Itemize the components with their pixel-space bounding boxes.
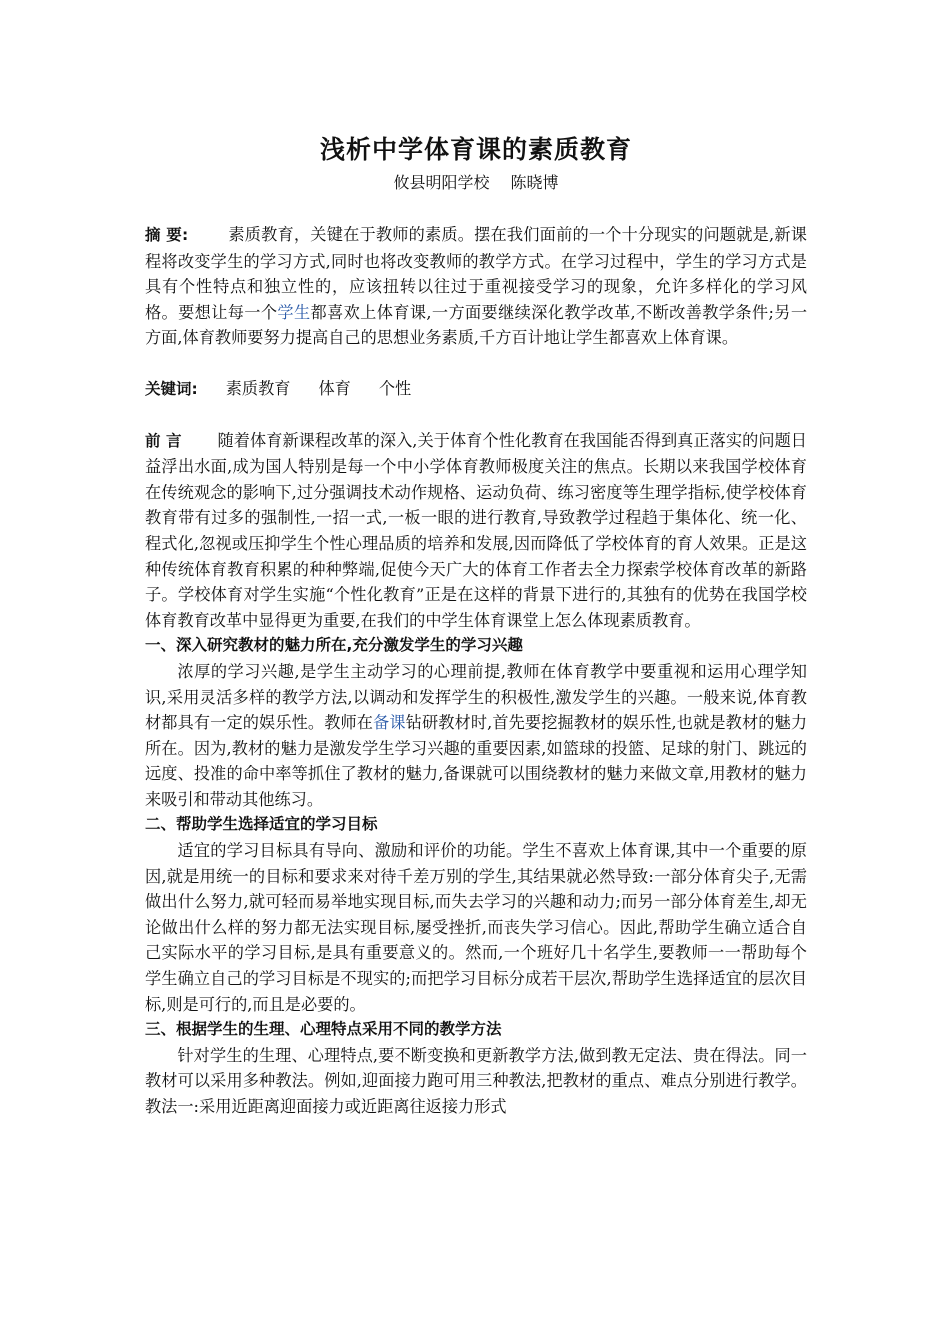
abstract-text-a: 素质教育，关键在于教师的素质。摆在我们面前的一个十分现实的问题就是,新课程将改变学生的学习方式,同时也将改变教师的教学方式。在学习过程中，学生的学习方式是具有个性特点和独立性的，应该扭转以往过于重视接受学习的现象，允许多样化的学习风格。要想让每一个 <box>145 225 807 322</box>
section-text-a: 针对学生的生理、心理特点,要不断变换和更新教学方法,做到教无定法、贵在得法。同一教材可以采用多种教法。例如,迎面接力跑可用三种教法,把教材的重点、难点分别进行教学。教法一:采用近距离迎面接力或近距离往返接力形式 <box>145 1045 807 1116</box>
section-paragraph <box>145 1043 807 1120</box>
preface-text: 随着体育新课程改革的深入,关于体育个性化教育在我国能否得到真正落实的问题日益浮出水面,成为国人特别是每一个中小学体育教师极度关注的焦点。长期以来我国学校体育在传统观念的影响下,过分强调技术动作规格、运动负荷、练习密度等生理学指标,使学校体育教育带有过多的强制性,一招一式,一板一眼的进行教育,导致教学过程趋于集体化、统一化、程式化,忽视或压抑学生个性心理品质的培养和发展,因而降低了学校体育的育人效果。正是这种传统体育教育积累的种种弊端,促使今天广大的体育工作者去全力探索学校体育改革的新路子。学校体育对学生实施“个性化教育”正是在这样的背景下进行的,其独有的优势在我国学校体育教育改革中显得更为重要,在我们的中学生体育课堂上怎么体现素质教育。 <box>145 430 807 630</box>
section-heading: 二、帮助学生选择适宜的学习目标 <box>145 815 378 834</box>
document-title: 浅析中学体育课的素质教育 <box>319 135 632 164</box>
author-school: 攸县明阳学校 <box>393 173 490 192</box>
keyword-item: 体育 <box>318 378 351 398</box>
section-text-a: 浓厚的学习兴趣,是学生主动学习的心理前提,教师在体育教学中要重视和运用心理学知识,采用灵活多样的教学方法,以调动和发挥学生的积极性,激发学生的兴趣。一般来说,体育教材都具有一定的娱乐性。教师在 <box>145 661 807 733</box>
keywords-line <box>145 376 807 403</box>
section-paragraph <box>145 838 807 1017</box>
document-page <box>145 130 807 1120</box>
section-heading: 三、根据学生的生理、心理特点采用不同的教学方法 <box>145 1020 502 1039</box>
preface-paragraph <box>145 428 807 634</box>
section-text-a: 适宜的学习目标具有导向、激励和评价的功能。学生不喜欢上体育课,其中一个重要的原因,就是用统一的目标和要求来对待千差万别的学生,其结果就必然导致:一部分体育尖子,无需做出什么努力,就可轻而易举地实现目标,而失去学习的兴趣和动力;而另一部分体育差生,却无论做出什么样的努力都无法实现目标,屡受挫折,而丧失学习信心。因此,帮助学生确立适合自己实际水平的学习目标,是具有重要意义的。然而,一个班好几十名学生,要教师一一帮助每个学生确立自己的学习目标是不现实的;而把学习目标分成若干层次,帮助学生选择适宜的层次目标,则是可行的,而且是必要的。 <box>145 841 807 1014</box>
abstract-link-student[interactable]: 学生 <box>277 302 311 322</box>
preface-label: 前 言 <box>145 431 182 450</box>
section-paragraph <box>145 659 807 813</box>
author-line <box>145 170 807 196</box>
keyword-item: 素质教育 <box>225 378 291 398</box>
section-heading: 一、深入研究教材的魅力所在,充分激发学生的学习兴趣 <box>145 636 523 655</box>
abstract-paragraph <box>145 222 807 351</box>
abstract-text-b: 都喜欢上体育课,一方面要继续深化教学改革,不断改善教学条件;另一方面,体育教师要努力提高自己的思想业务素质,千方百计地让学生都喜欢上体育课。 <box>145 302 808 348</box>
section-link-lesson-prep[interactable]: 备课 <box>373 713 406 733</box>
abstract-label: 摘 要: <box>145 226 189 244</box>
section-text-b: 钻研教材时,首先要挖掘教材的娱乐性,也就是教材的魅力所在。因为,教材的魅力是激发学生学习兴趣的重要因素,如篮球的投篮、足球的射门、跳远的远度、投准的命中率等抓住了教材的魅力,备课就可以围绕教材的魅力来做文章,用教材的魅力来吸引和带动其他练习。 <box>145 713 808 809</box>
author-name: 陈晓博 <box>510 173 559 192</box>
keyword-item: 个性 <box>378 378 412 398</box>
keywords-label: 关键词: <box>145 379 198 398</box>
